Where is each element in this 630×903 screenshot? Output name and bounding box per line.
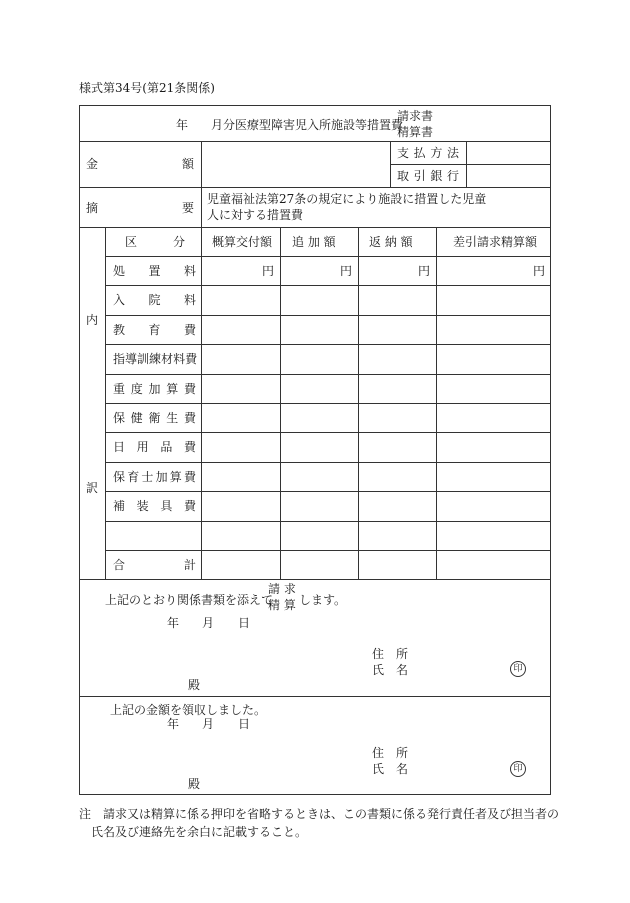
row-label: 補 装 具 費 (113, 499, 196, 513)
rule (390, 141, 391, 187)
row-label: 教 育 費 (113, 323, 196, 337)
breakdown-label-top: 内 (86, 313, 99, 327)
rule (79, 696, 551, 697)
summary-text-line2: 人に対する措置費 (207, 208, 304, 222)
payment-method-label: 支 払 方 法 (397, 146, 459, 160)
rule (105, 285, 551, 286)
row-label: 入 院 料 (113, 293, 196, 307)
rule (105, 550, 551, 551)
doc-type-settlement: 精算書 (397, 125, 434, 139)
row-label: 保 育 士 加 算 費 (113, 470, 196, 484)
receipt-address-label: 住 所 (372, 746, 408, 760)
summary-label: 摘 要 (86, 201, 194, 215)
doc-type-request: 請求書 (397, 109, 434, 123)
receipt-date-day: 日 (238, 717, 251, 731)
form-title: 月分医療型障害児入所施設等措置費 (211, 118, 404, 132)
bank-label: 取 引 銀 行 (397, 169, 459, 183)
summary-text-line1: 児童福祉法第27条の規定により施設に措置した児童 (207, 192, 487, 206)
title-year: 年 (176, 118, 189, 132)
rule (466, 141, 467, 187)
seal-icon: 印 (510, 661, 526, 677)
rule (358, 227, 359, 579)
rule (105, 432, 551, 433)
declaration-date-month: 月 (202, 616, 215, 630)
rule (436, 227, 437, 579)
rule (105, 374, 551, 375)
declaration-suffix: します。 (299, 593, 347, 607)
rule (201, 141, 202, 227)
receipt-name-label: 氏 名 (372, 762, 408, 776)
receipt-text: 上記の金額を領収しました。 (110, 703, 267, 717)
rule (105, 403, 551, 404)
rule (390, 164, 551, 165)
column-header-estimated: 概算交付額 (212, 235, 273, 249)
receipt-date-year: 年 (167, 717, 180, 731)
row-label: 重 度 加 算 費 (113, 382, 196, 396)
rule (79, 141, 551, 142)
declaration-address-label: 住 所 (372, 647, 408, 661)
amount-label: 金 額 (86, 157, 194, 171)
row-label: 日 用 品 費 (113, 440, 196, 454)
yen-net: 円 (532, 264, 545, 278)
rule (105, 227, 106, 579)
rule (105, 491, 551, 492)
row-label: 指 導 訓 練 材 料 費 (113, 352, 198, 366)
row-label: 処 置 料 (113, 264, 196, 278)
declaration-option-request: 請 求 (268, 582, 296, 596)
yen-returned: 円 (417, 264, 430, 278)
seal-icon: 印 (510, 761, 526, 777)
declaration-addressee: 殿 (188, 678, 201, 692)
column-header-net: 差引請求精算額 (453, 235, 538, 249)
column-header-additional: 追 加 額 (292, 235, 336, 249)
rule (79, 187, 551, 188)
yen-estimated: 円 (261, 264, 274, 278)
receipt-date-month: 月 (202, 717, 215, 731)
note-line2: 氏名及び連絡先を余白に記載すること。 (91, 825, 308, 839)
note-line1: 注 請求又は精算に係る押印を省略するときは、この書類に係る発行責任者及び担当者の (79, 807, 560, 821)
rule (280, 227, 281, 579)
rule (79, 227, 551, 228)
receipt-addressee: 殿 (188, 777, 201, 791)
row-label: 保 健 衛 生 費 (113, 411, 196, 425)
breakdown-label-bottom: 訳 (86, 481, 99, 495)
rule (201, 227, 202, 579)
rule (105, 462, 551, 463)
form-number: 様式第34号(第21条関係) (79, 81, 215, 95)
declaration-prefix: 上記のとおり関係書類を添えて (105, 593, 274, 607)
rule (105, 256, 551, 257)
column-header-returned: 返 納 額 (369, 235, 413, 249)
yen-additional: 円 (339, 264, 352, 278)
rule (105, 521, 551, 522)
declaration-option-settlement: 精 算 (268, 598, 296, 612)
declaration-date-year: 年 (167, 616, 180, 630)
rule (79, 579, 551, 580)
rule (105, 315, 551, 316)
declaration-name-label: 氏 名 (372, 663, 408, 677)
declaration-date-day: 日 (238, 616, 251, 630)
row-label: 合 計 (113, 558, 196, 572)
rule (105, 344, 551, 345)
column-header-category: 区 分 (125, 235, 185, 249)
